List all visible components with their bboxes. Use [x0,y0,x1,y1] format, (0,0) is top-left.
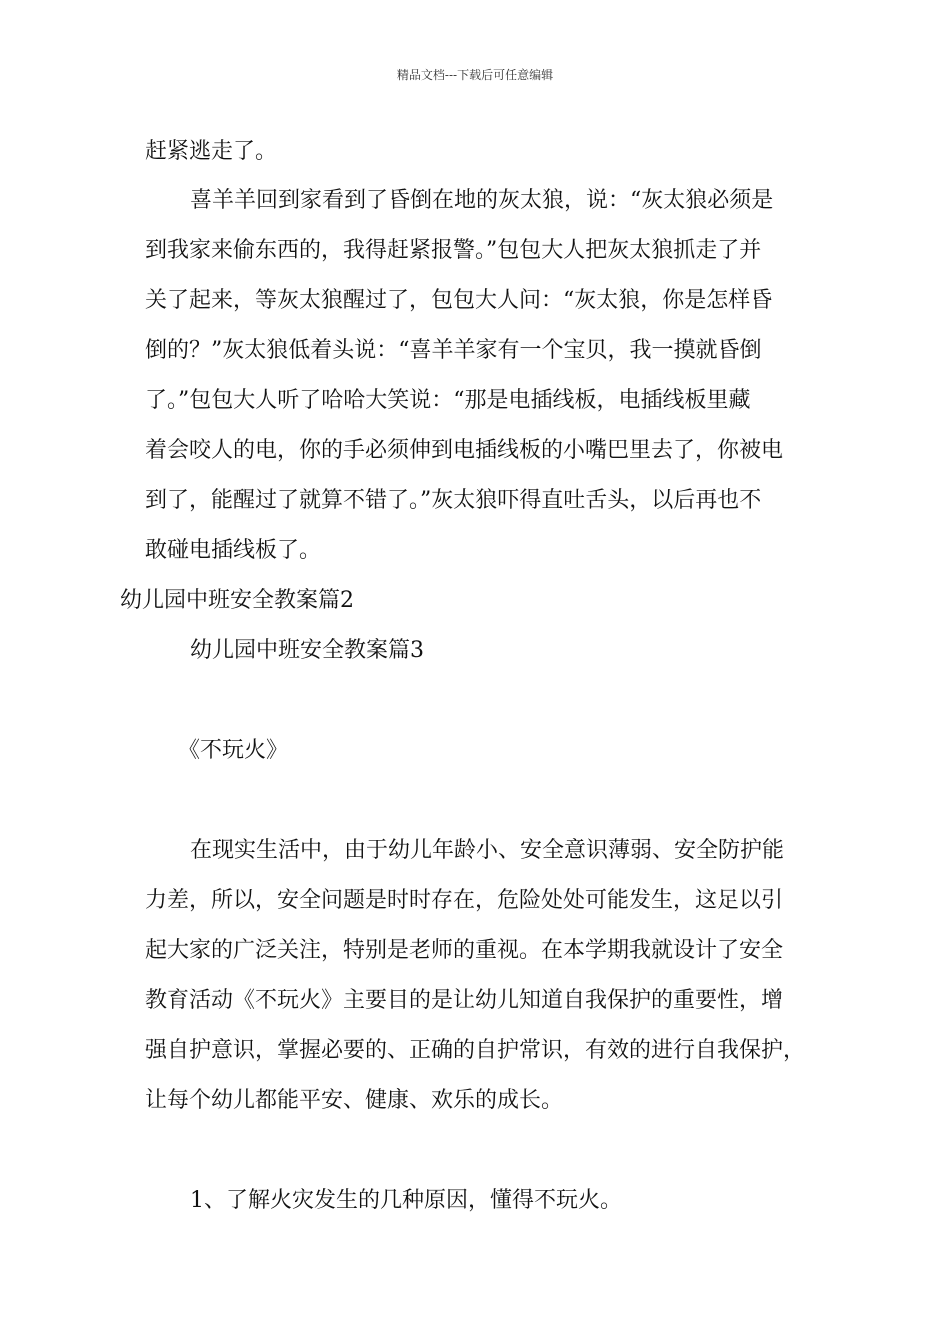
paragraph-line: 赶紧逃走了。 [145,139,278,164]
paragraph-line: 教育活动《不玩火》主要目的是让幼儿知道自我保护的重要性，增 [145,988,784,1013]
paragraph-line: 强自护意识，掌握必要的、正确的自护常识，有效的进行自我保护， [145,1038,806,1063]
section-heading: 幼儿园中班安全教案篇2 [120,588,354,613]
paragraph-line: 到我家来偷东西的，我得赶紧报警。”包包大人把灰太狼抓走了并 [145,238,762,263]
page-header: 精品文档---下载后可任意编辑 [396,68,554,82]
paragraph-line: 力差，所以，安全问题是时时存在，危险处处可能发生，这足以引 [145,888,784,913]
paragraph-line: 倒的？”灰太狼低着头说：“喜羊羊家有一个宝贝，我一摸就昏倒 [145,338,762,363]
paragraph-line: 到了，能醒过了就算不错了。”灰太狼吓得直吐舌头，以后再也不 [145,488,762,513]
paragraph-line: 着会咬人的电，你的手必须伸到电插线板的小嘴巴里去了，你被电 [145,438,784,463]
section-heading: 幼儿园中班安全教案篇3 [190,638,424,663]
objective-item: 1、了解火灾发生的几种原因，懂得不玩火。 [190,1188,622,1213]
paragraph-line: 敢碰电插线板了。 [145,538,322,563]
paragraph-line: 起大家的广泛关注，特别是老师的重视。在本学期我就设计了安全 [145,938,784,963]
paragraph-line: 了。”包包大人听了哈哈大笑说：“那是电插线板，电插线板里藏 [145,388,751,413]
lesson-title: 《不玩火》 [178,738,289,763]
paragraph-line: 在现实生活中，由于幼儿年龄小、安全意识薄弱、安全防护能 [190,838,785,863]
paragraph-line: 让每个幼儿都能平安、健康、欢乐的成长。 [145,1088,564,1113]
paragraph-line: 喜羊羊回到家看到了昏倒在地的灰太狼，说：“灰太狼必须是 [190,188,774,213]
paragraph-line: 关了起来，等灰太狼醒过了，包包大人问：“灰太狼，你是怎样昏 [145,288,773,313]
